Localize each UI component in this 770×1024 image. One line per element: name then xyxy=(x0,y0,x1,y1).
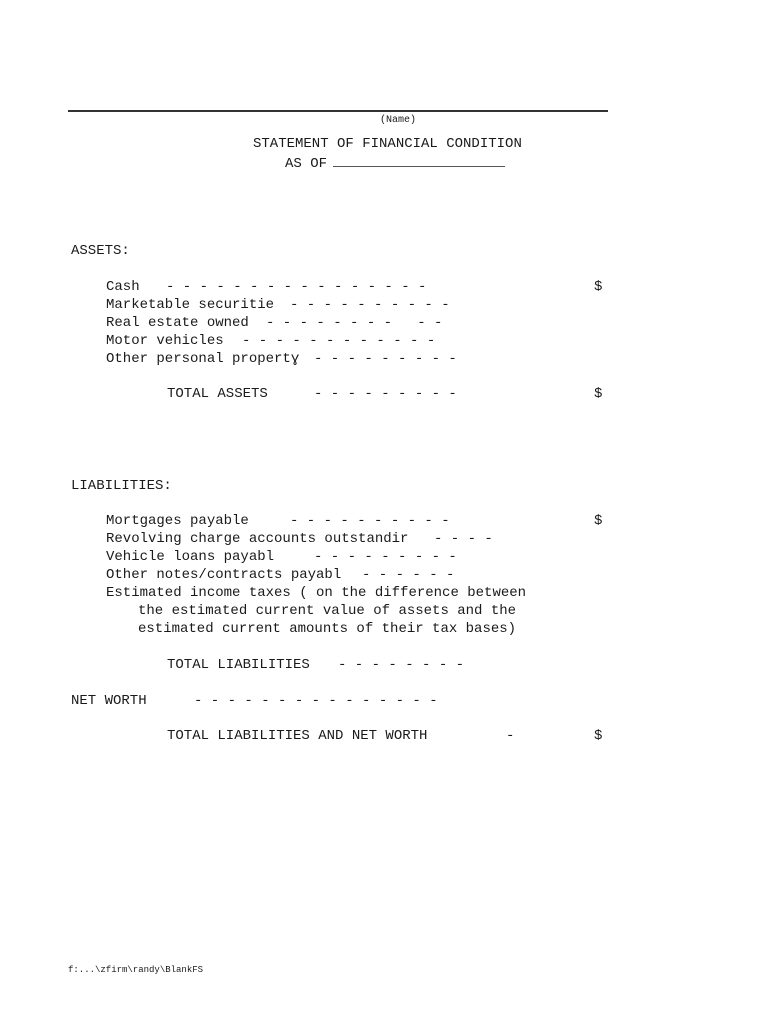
liability-row-notes-label: Other notes/contracts payabl xyxy=(106,567,342,583)
file-path-footer: f:...\zfirm\randy\BlankFS xyxy=(68,965,204,975)
liability-taxes-line-2: the estimated current value of assets and the xyxy=(138,603,517,619)
statement-title: STATEMENT OF FINANCIAL CONDITION xyxy=(253,136,522,152)
liability-taxes-line-3: estimated current amounts of their tax bases) xyxy=(138,621,517,637)
grand-total-label: TOTAL LIABILITIES AND NET WORTH xyxy=(167,728,428,744)
liability-row-notes-leader: - - - - - - xyxy=(362,567,455,583)
total-assets-label: TOTAL ASSETS xyxy=(167,386,268,402)
net-worth-leader: - - - - - - - - - - - - - - - xyxy=(194,693,438,709)
asset-row-vehicles-leader: - - - - - - - - - - - - xyxy=(242,333,436,349)
asset-row-securities-label: Marketable securitie xyxy=(106,297,275,313)
assets-heading: ASSETS: xyxy=(71,243,130,259)
total-assets-leader: - - - - - - - - - xyxy=(314,386,457,402)
net-worth-label: NET WORTH xyxy=(71,693,147,709)
asset-row-real-estate-leader: - - - - - - - - - - xyxy=(266,315,443,331)
liability-row-vehicle-loans-label: Vehicle loans payabl xyxy=(106,549,275,565)
asset-row-personal-property-label: Other personal propertɣ xyxy=(106,351,300,367)
asset-row-vehicles-label: Motor vehicles xyxy=(106,333,224,349)
liability-row-revolving-leader: - - - - xyxy=(434,531,493,547)
asset-row-cash-currency: $ xyxy=(594,279,603,295)
name-line xyxy=(68,110,608,112)
liability-row-mortgages-leader: - - - - - - - - - - xyxy=(290,513,450,529)
liabilities-heading: LIABILITIES: xyxy=(71,478,172,494)
as-of-date-field[interactable] xyxy=(333,154,505,167)
liability-taxes-line-1: Estimated income taxes ( on the difference between xyxy=(106,585,527,601)
grand-total-currency: $ xyxy=(594,728,603,744)
total-liabilities-label: TOTAL LIABILITIES xyxy=(167,657,310,673)
liability-row-mortgages-currency: $ xyxy=(594,513,603,529)
asset-row-personal-property-leader: - - - - - - - - - xyxy=(314,351,457,367)
total-liabilities-leader: - - - - - - - - xyxy=(338,657,465,673)
as-of-label: AS OF xyxy=(285,156,328,172)
grand-total-leader: - xyxy=(506,728,515,744)
asset-row-cash-leader: - - - - - - - - - - - - - - - - xyxy=(166,279,427,295)
asset-row-securities-leader: - - - - - - - - - - xyxy=(290,297,450,313)
asset-row-cash-label: Cash xyxy=(106,279,140,295)
name-caption: (Name) xyxy=(380,115,417,126)
asset-row-real-estate-label: Real estate owned xyxy=(106,315,249,331)
liability-row-mortgages-label: Mortgages payable xyxy=(106,513,249,529)
as-of-row xyxy=(285,154,505,172)
liability-row-revolving-label: Revolving charge accounts outstandir xyxy=(106,531,409,547)
total-assets-currency: $ xyxy=(594,386,603,402)
liability-row-vehicle-loans-leader: - - - - - - - - - xyxy=(314,549,457,565)
